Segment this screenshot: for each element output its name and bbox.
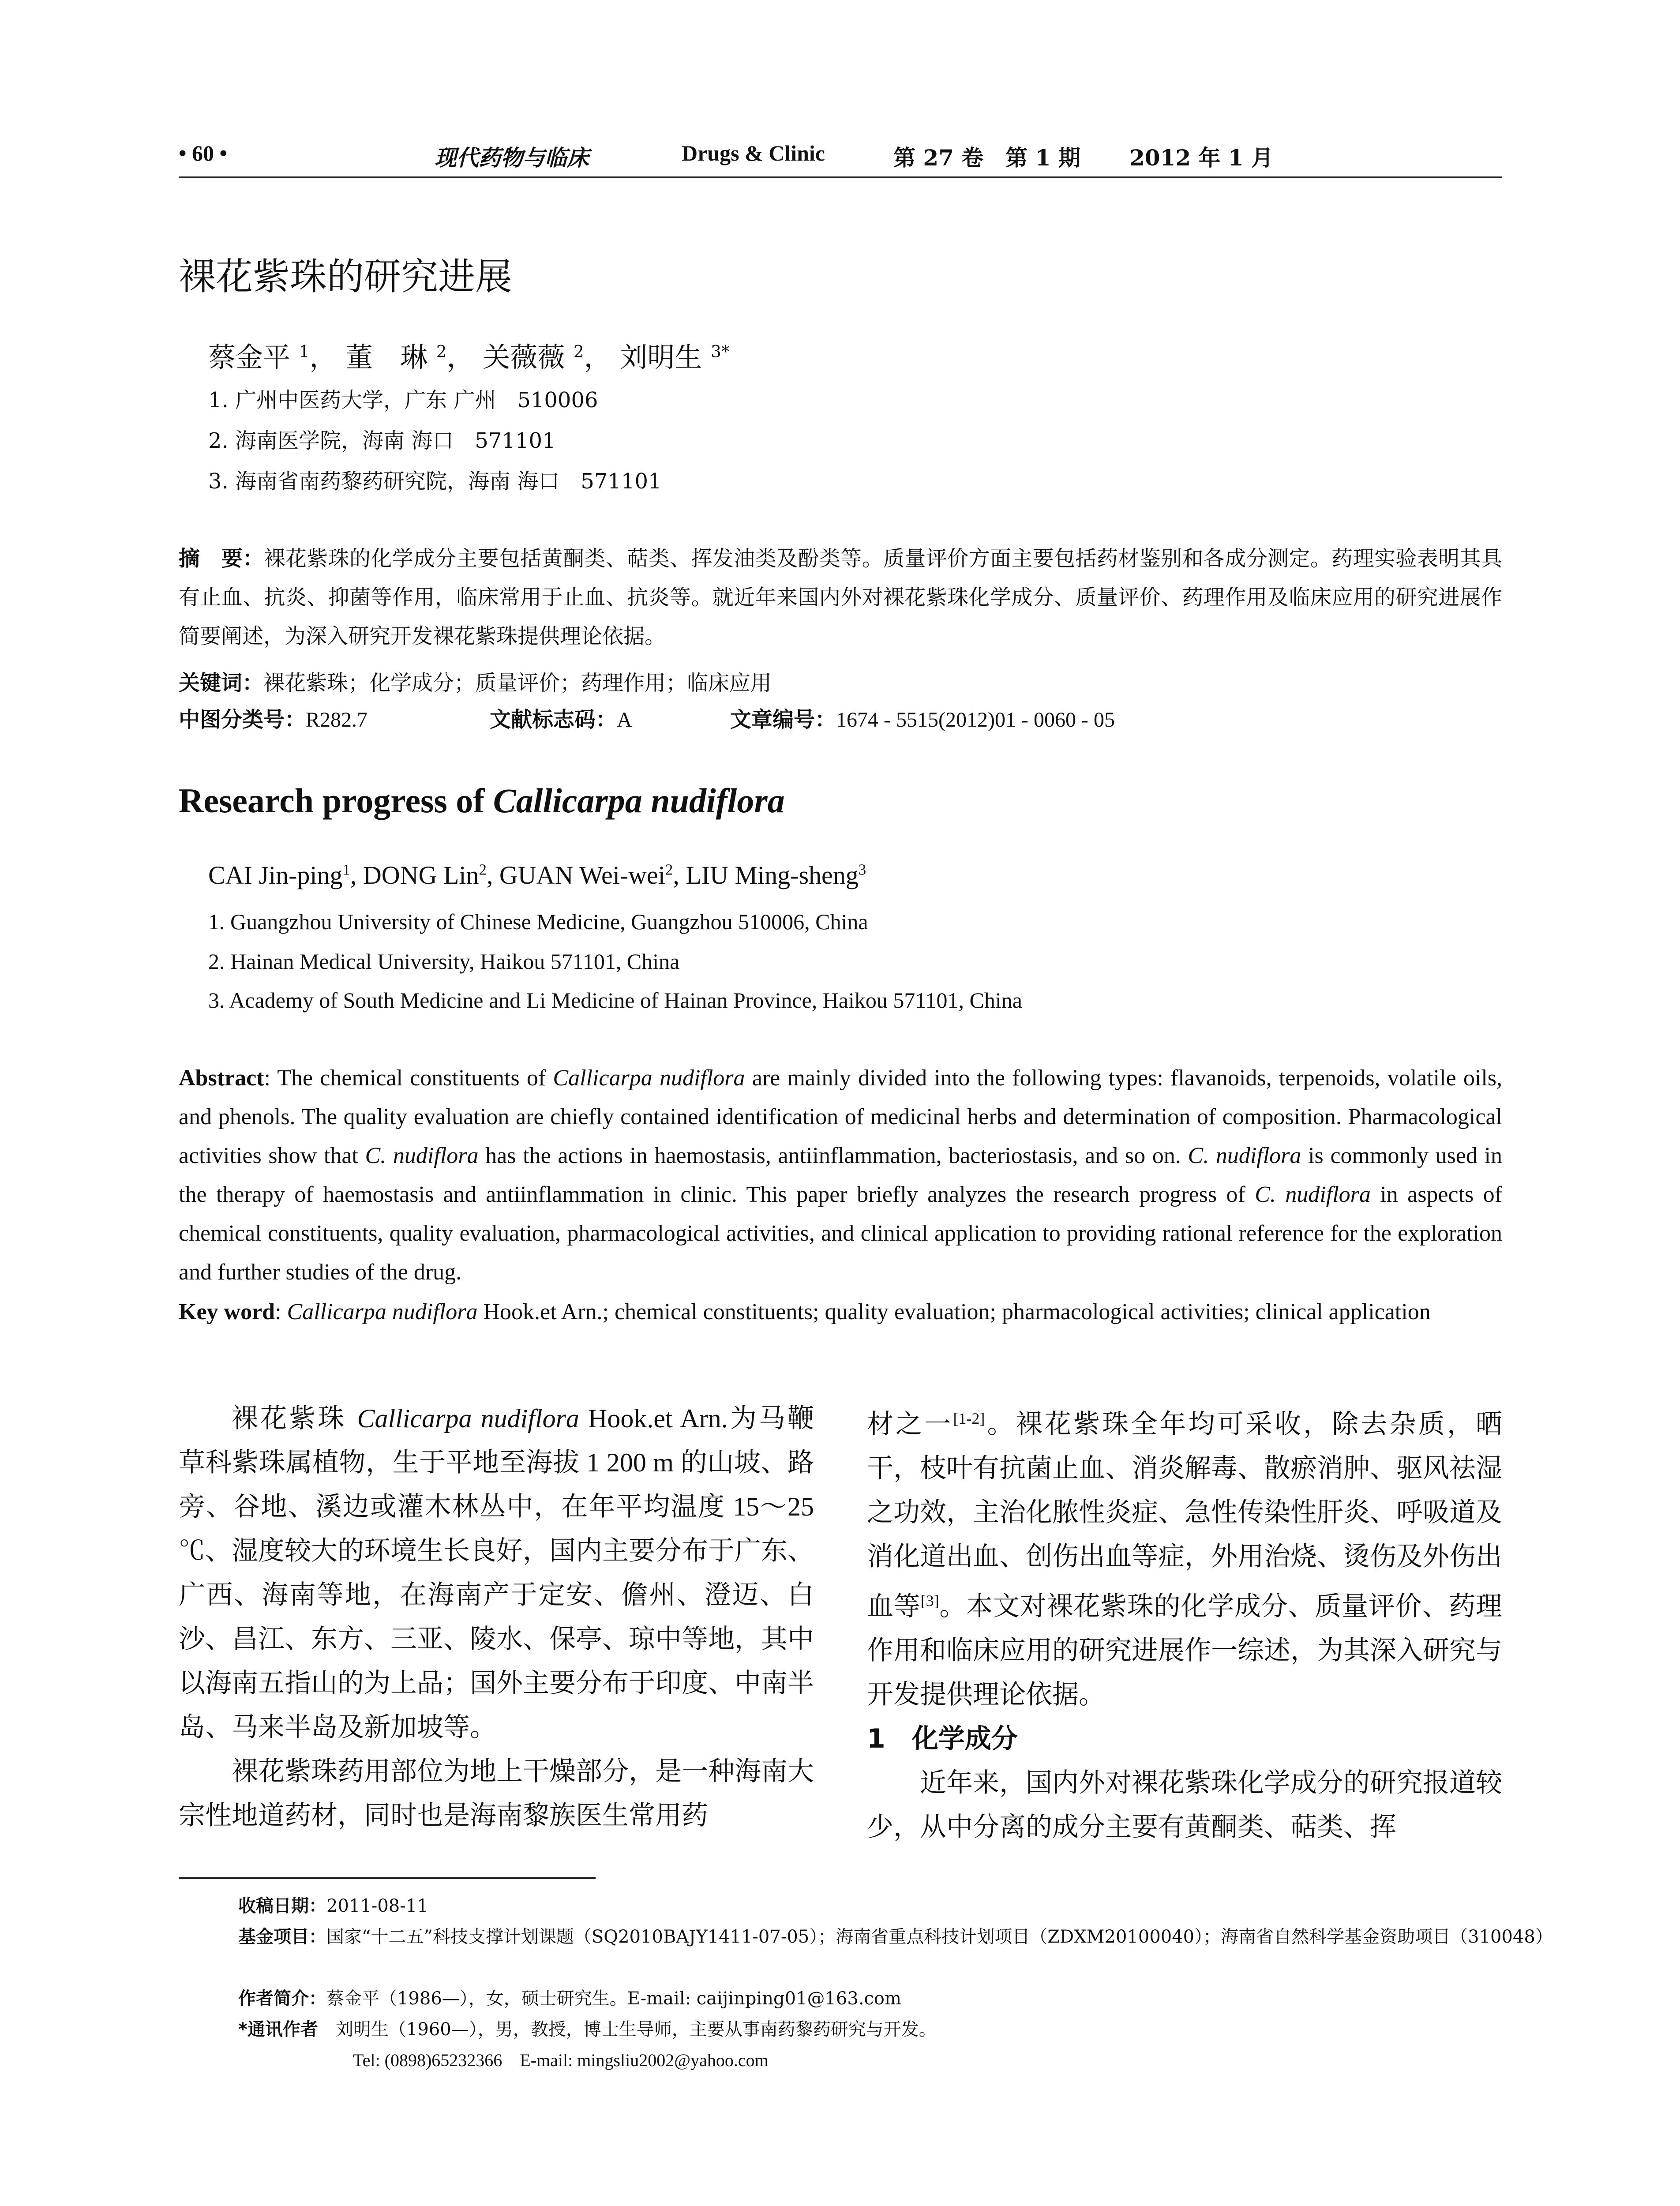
footnote-label: 收稿日期： [238,1896,326,1916]
abstract-label-en: Abstract [179,1065,264,1091]
article-number [730,702,1115,733]
footnote-label: *通讯作者 [238,2019,318,2040]
footnote-author [238,1983,1500,2014]
clc-label: 中图分类号： [179,707,306,732]
body-paragraph [867,1396,1502,1717]
footnote-text: 蔡金平（1986—），女，硕士研究生。E-mail: caijinping01@163.com [326,1988,901,2009]
keywords-label-cn: 关键词： [179,671,264,695]
keywords-cn [179,664,1502,702]
issue-date: 2012 年 1 月 [1129,145,1274,171]
keywords-text-cn: 裸花紫珠；化学成分；质量评价；药理作用；临床应用 [263,671,772,695]
abstract-text-en: has the actions in haemostasis, antiinflammation, bacteriostasis, and so on. [478,1143,1188,1168]
document-code-value: A [617,708,632,732]
species-name: C. nudiflora [365,1143,479,1168]
species-name: Callicarpa nudiflora [287,1299,478,1324]
citation-ref: [3] [920,1592,939,1609]
affiliation-en: 3. Academy of South Medicine and Li Medicine of Hainan Province, Haikou 571101, China [208,988,1022,1013]
abstract-cn [179,539,1502,656]
abstract-label-cn: 摘 要： [179,546,264,571]
citation-ref: [1-2] [953,1410,985,1427]
header-rule [179,176,1502,178]
body-text: 裸花紫珠 [232,1403,357,1434]
author-affiliation-mark: 1 [299,341,310,361]
footnote-received [238,1891,1500,1921]
footnote-corresponding [238,2014,1500,2045]
body-column-left [179,1396,814,1838]
body-text: 。本文对裸花紫珠的化学成分、质量评价、药理作用和临床应用的研究进展作一综述，为其深入研究与开发提供理论依据。 [867,1591,1503,1710]
body-paragraph [179,1396,814,1749]
author-list-cn: 蔡金平 $^1$， 董 琳 $^2$， 关薇薇 $^2$， 刘明生 $^{3*}$ [208,341,730,373]
author-name-en: GUAN Wei-wei [499,861,665,889]
running-header [179,140,1502,176]
clc-value: R282.7 [306,708,368,732]
classification-line [179,702,1502,738]
footnote-label: 基金项目： [238,1927,326,1947]
journal-name-en: Drugs & Clinic [682,141,825,165]
paper-title-en [179,781,785,821]
author-name: 董 琳 [345,341,428,373]
body-paragraph: 近年来，国内外对裸花紫珠化学成分的研究报道较少，从中分离的成分主要有黄酮类、萜类、挥 [867,1767,1502,1842]
abstract-text-cn: 裸花紫珠的化学成分主要包括黄酮类、萜类、挥发油类及酚类等。质量评价方面主要包括药材鉴别和各成分测定。药理实验表明其具有止血、抗炎、抑菌等作用，临床常用于止血、抗炎等。就近年来国内外对裸花紫珠化学成分、质量评价、药理作用及临床应用的研究进展作简要阐述，为深入研究开发裸花紫珠提供理论依据。 [179,546,1502,649]
keywords-label-en: Key word [179,1299,275,1324]
body-paragraph: 裸花紫珠药用部位为地上干燥部分，是一种海南大宗性地道药材，同时也是海南黎族医生常用药 [179,1756,814,1831]
affiliation-cn: 2. 海南医学院，海南 海口 571101 [208,428,556,453]
document-code-label: 文献标志码： [490,707,617,732]
author-name: 蔡金平 [208,341,291,373]
footnote-text: 2011-08-11 [326,1896,428,1916]
author-affiliation-mark: 3* [711,341,730,361]
species-name: Callicarpa nudiflora [357,1404,579,1433]
body-text: 。裸花紫珠全年均可采收，除去杂质，晒干，枝叶有抗菌止血、消炎解毒、散瘀消肿、驱风祛湿之功效，主治化脓性炎症、急性传染性肝炎、呼吸道及消化道出血、创伤出血等症，外用治烧、烫伤及外伤出血等 [867,1409,1503,1622]
author-affiliation-mark: 3 [858,861,866,878]
footnote-fund [238,1921,1601,1952]
body-text: Hook.et Arn.为马鞭草科紫珠属植物，生于平地至海拔 1 200 m 的山坡、路旁、谷地、溪边或灌木林丛中，在年平均温度 15～25 ℃、湿度较大的环境生长良好，国内主要分布于广东、广西、海南等地，在海南产于定安、儋州、澄迈、白沙、昌江、东方、三亚、陵水、保亭、琼中等地，其中以海南五指山的为上品；国外主要分布于印度、中南半岛、马来半岛及新加坡等。 [179,1404,814,1742]
author-name: 关薇薇 [483,341,565,373]
abstract-text-en: : The chemical constituents of [264,1065,553,1091]
paper-title-cn: 裸花紫珠的研究进展 [179,255,513,298]
author-affiliation-mark: 2 [436,341,447,361]
keywords-en [179,1293,1502,1332]
author-affiliation-mark: 2 [479,861,487,878]
keywords-colon: : [275,1299,287,1324]
author-affiliation-mark: 2 [665,861,673,878]
author-name-en: CAI Jin-ping [208,861,343,889]
affiliation-en: 1. Guangzhou University of Chinese Medicine, Guangzhou 510006, China [208,909,868,934]
footnote-text: 国家“十二五”科技支撑计划课题（SQ2010BAJY1411-07-05）；海南省重点科技计划项目（ZDXM20100040）；海南省自然科学基金资助项目（310048） [326,1927,1553,1947]
footnote-text: 刘明生（1960—），男，教授，博士生导师，主要从事南药黎药研究与开发。 [335,2019,937,2040]
affiliation-cn: 1. 广州中医药大学，广东 广州 510006 [208,388,598,413]
abstract-en [179,1059,1502,1292]
journal-name-cn: 现代药物与临床 [435,145,589,171]
volume-issue: 第 27 卷 第 1 期 [893,145,1080,171]
affiliation-en: 2. Hainan Medical University, Haikou 571101, China [208,949,680,974]
title-prefix-en: Research progress of [179,781,493,820]
species-name: C. nudiflora [1188,1143,1301,1168]
clc-number [179,702,368,733]
author-name-en: LIU Ming-sheng [686,861,859,889]
affiliation-cn: 3. 海南省南药黎药研究院，海南 海口 571101 [208,469,662,494]
footnote-contact: Tel: (0898)65232366 E-mail: mingsliu2002@yahoo.com [353,2050,769,2070]
species-name: Callicarpa nudiflora [553,1065,745,1091]
species-name: C. nudiflora [1255,1182,1371,1207]
section-heading: 1 化学成分 [867,1723,1018,1754]
page-number: • 60 • [179,141,228,165]
abstract-text-en: are mainly divided into the following types: flavanoids, terpenoids, volatile oils, and phenols. The quality evaluation are chiefly contained identification of medicinal herbs and determination of composition. Pharmacological activities show that [179,1065,1503,1168]
author-name: 刘明生 [620,341,702,373]
body-column-right [867,1396,1502,1849]
article-number-label: 文章编号： [730,707,836,732]
abstract-text-en: in aspects of chemical constituents, quality evaluation, pharmacological activities, and clinical application to providing rational reference for the exploration and further studies of the drug. [179,1182,1502,1285]
abstract-text-en: is commonly used in the therapy of haemostasis and antiinflammation in clinic. This paper briefly analyzes the research progress of [179,1143,1503,1207]
keywords-text-en: Hook.et Arn.; chemical constituents; quality evaluation; pharmacological activities; clinical application [477,1299,1431,1324]
footnote-rule [179,1877,596,1879]
author-list-en: CAI Jin-ping$^1$, DONG Lin$^2$, GUAN Wei-wei$^2$, LIU Ming-sheng$^3$ [208,861,866,889]
author-affiliation-mark: 2 [573,341,584,361]
title-species-en: Callicarpa nudiflora [493,781,785,820]
author-name-en: DONG Lin [363,861,479,889]
author-affiliation-mark: 1 [342,861,350,878]
footnote-label: 作者简介： [238,1988,326,2009]
body-text: 材之一 [867,1409,953,1440]
article-number-value: 1674 - 5515(2012)01 - 0060 - 05 [836,708,1115,732]
document-code [490,702,632,733]
